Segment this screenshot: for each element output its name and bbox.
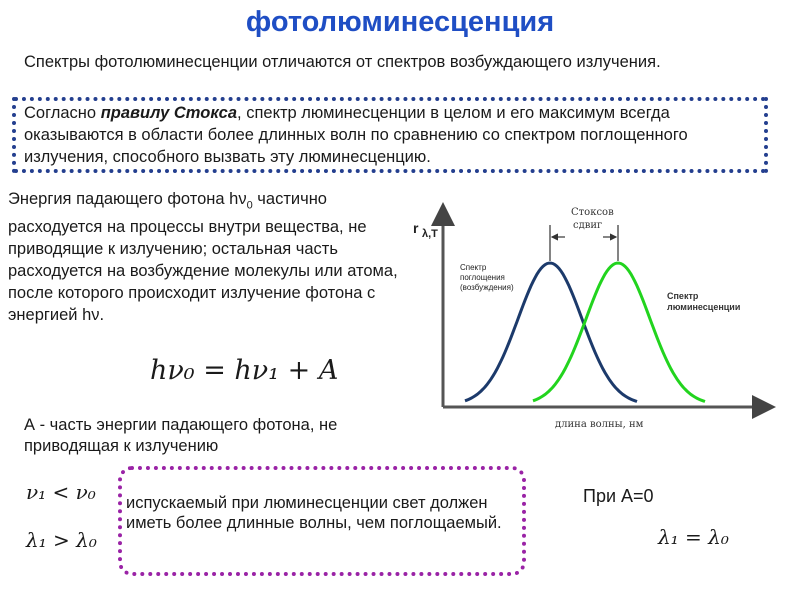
x-axis-label: длина волны, нм bbox=[555, 419, 644, 430]
page-title: фотолюминесценция bbox=[245, 6, 555, 38]
energy-paragraph bbox=[8, 188, 400, 326]
intro-text: Спектры фотолюминесценции отличаются от спектров возбуждающего излучения. bbox=[24, 53, 661, 71]
luminescence-label-2: люминесценции bbox=[667, 302, 741, 312]
luminescence-curve bbox=[533, 263, 705, 401]
equal-wavelength-formula: λ₁ = λ₀ bbox=[658, 525, 729, 549]
absorption-label-1: Спектр bbox=[460, 263, 487, 272]
energy-formula: hν₀ = hν₁ + A bbox=[150, 355, 339, 386]
stokes-rest: , спектр люминесценции в целом и его максимум всегда оказываются в области более длинных волн по сравнению со спектром поглощенного излучения, способного вызвать эту люминесценцию. bbox=[24, 104, 688, 166]
stokes-prefix: Согласно bbox=[24, 104, 101, 122]
energy-sub: 0 bbox=[246, 199, 253, 212]
a-description: А - часть энергии падающего фотона, не приводящая к излучению bbox=[24, 416, 338, 455]
frequency-inequality: ν₁ < ν₀ bbox=[26, 480, 96, 504]
y-axis-label-sub: λ,T bbox=[422, 228, 438, 240]
emission-note: испускаемый при люминесценции свет должен иметь более длинные волны, чем поглощаемый. bbox=[126, 494, 502, 532]
energy-part2: частично расходуется на процессы внутри вещества, не приводящие к излучению; остальная часть расходуется на возбуждение молекулы или атома, после которого происходит излучение фотона с энергией hν. bbox=[8, 190, 398, 325]
energy-part1: Энергия падающего фотона hν bbox=[8, 190, 247, 208]
stokes-frame-right bbox=[764, 97, 768, 173]
wavelength-inequality: λ₁ > λ₀ bbox=[26, 528, 97, 552]
y-axis-label: r bbox=[413, 220, 419, 236]
spectra-chart bbox=[405, 195, 780, 435]
absorption-label-2: поглощения bbox=[460, 273, 505, 282]
luminescence-label-1: Спектр bbox=[667, 291, 699, 301]
stokes-frame-left bbox=[12, 97, 16, 173]
stokes-rule-text bbox=[24, 102, 764, 168]
stokes-rule-name: правилу Стокса bbox=[100, 104, 238, 122]
stokes-shift-label-2: сдвиг bbox=[573, 220, 603, 231]
stokes-shift-label-1: Стоксов bbox=[571, 207, 614, 218]
absorption-label-3: (возбуждения) bbox=[460, 283, 514, 292]
condition-label: При А=0 bbox=[583, 486, 654, 506]
